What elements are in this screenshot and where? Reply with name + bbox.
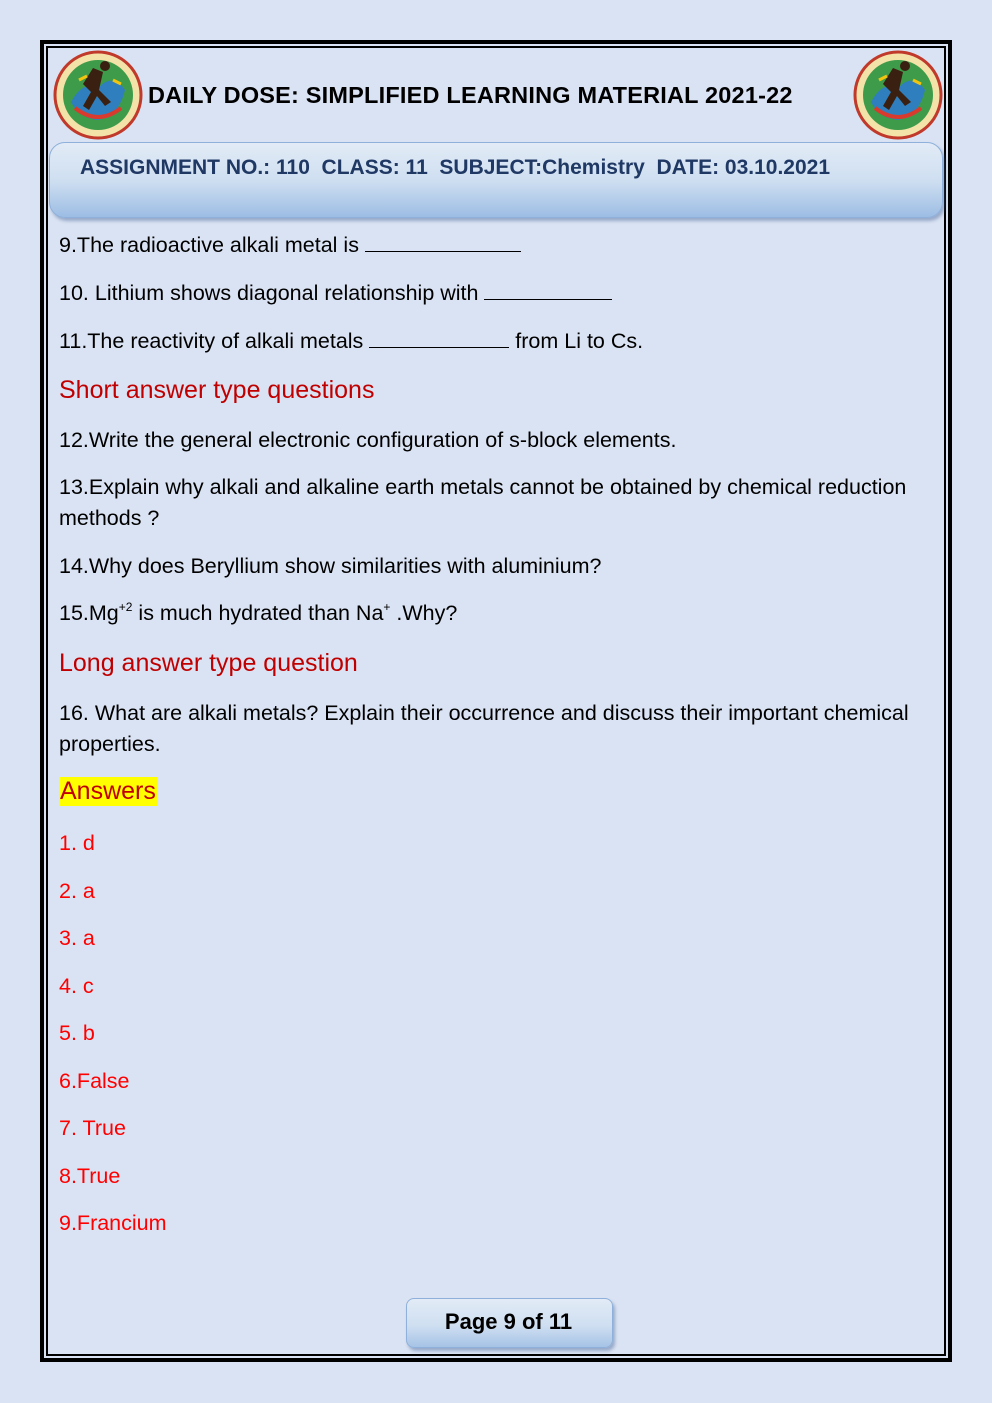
answer-blank: [484, 281, 612, 300]
answer-item: 4. c: [59, 974, 94, 998]
question-11-text: 11.The reactivity of alkali metals: [59, 329, 364, 353]
question-9: [59, 233, 521, 258]
emblem-logo-icon: [853, 50, 943, 140]
question-9-text: 9.The radioactive alkali metal is: [59, 233, 359, 257]
question-12: 12.Write the general electronic configuration of s-block elements.: [59, 428, 677, 452]
question-16: 16. What are alkali metals? Explain their occurrence and discuss their important chemical properties.: [59, 701, 909, 756]
answer-item: 1. d: [59, 831, 95, 855]
answer-item: 2. a: [59, 879, 95, 903]
question-15: $15.Mg^{+2}$ is much hydrated than Na+ .Why?: [59, 600, 458, 625]
assignment-info: ASSIGNMENT NO.: 110 CLASS: 11 SUBJECT:Chemistry DATE: 03.10.2021: [80, 156, 831, 179]
assignment-banner: [49, 142, 943, 218]
emblem-logo-icon: [53, 50, 143, 140]
answer-blank: [369, 329, 509, 348]
question-11: [59, 329, 643, 354]
answer-blank: [365, 233, 521, 252]
answer-item: 7. True: [59, 1116, 126, 1140]
question-10: [59, 281, 612, 306]
answer-item: 8.True: [59, 1164, 121, 1188]
long-answer-heading: Long answer type question: [59, 649, 358, 677]
answer-item: 6.False: [59, 1069, 130, 1093]
question-11-text-end: from Li to Cs.: [515, 329, 644, 353]
question-14: 14.Why does Beryllium show similarities with aluminium?: [59, 554, 602, 578]
question-13: 13.Explain why alkali and alkaline earth metals cannot be obtained by chemical reduction methods ?: [59, 475, 907, 530]
document-title: DAILY DOSE: SIMPLIFIED LEARNING MATERIAL 2021-22: [148, 82, 793, 108]
answer-item: 3. a: [59, 926, 95, 950]
page-number: Page 9 of 11: [444, 1309, 573, 1334]
answers-heading: Answers: [60, 777, 156, 805]
question-10-text: 10. Lithium shows diagonal relationship with: [59, 281, 479, 305]
short-answer-heading: Short answer type questions: [59, 376, 375, 404]
answer-item: 9.Francium: [59, 1211, 167, 1235]
answer-item: 5. b: [59, 1021, 95, 1045]
